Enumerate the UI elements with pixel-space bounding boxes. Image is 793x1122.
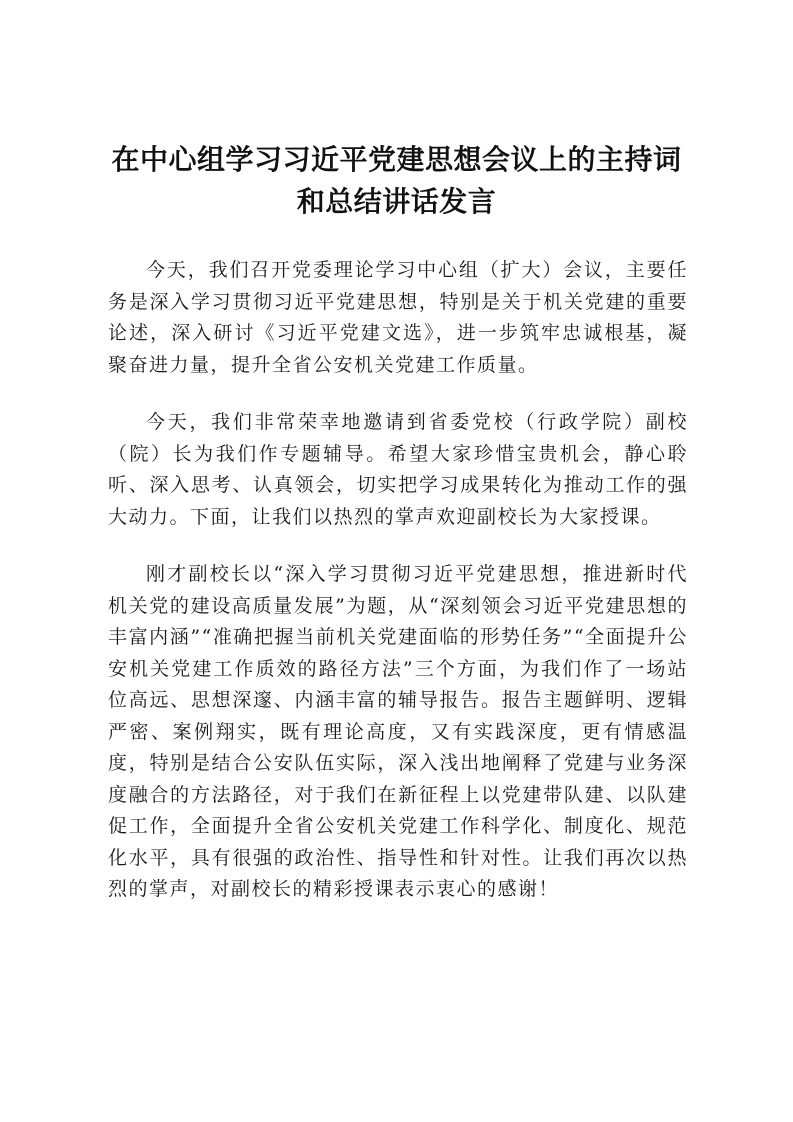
body-paragraph-2: 今天，我们非常荣幸地邀请到省委党校（行政学院）副校（院）长为我们作专题辅导。希望大家珍惜宝贵机会，静心聆听、深入思考、认真领会，切实把学习成果转化为推动工作的强大动力。下面，让我们以热烈的掌声欢迎副校长为大家授课。 bbox=[108, 411, 688, 528]
body-paragraph-3: 刚才副校长以“深入学习贯彻习近平党建思想，推进新时代机关党的建设高质量发展”为题，从“深刻领会习近平党建思想的丰富内涵”“准确把握当前机关党建面临的形势任务”“全面提升公安机关党建工作质效的路径方法”三个方面，为我们作了一场站位高远、思想深邃、内涵丰富的辅导报告。报告主题鲜明、逻辑严密、案例翔实，既有理论高度，又有实践深度，更有情感温度，特别是结合公安队伍实际，深入浅出地阐释了党建与业务深度融合的方法路径，对于我们在新征程上以党建带队建、以队建促工作，全面提升全省公安机关党建工作科学化、制度化、规范化水平，具有很强的政治性、指导性和针对性。让我们再次以热烈的掌声，对副校长的精彩授课表示衷心的感谢！ bbox=[108, 563, 688, 900]
document-body bbox=[108, 255, 688, 932]
document-title-line-2: 和总结讲话发言 bbox=[296, 185, 497, 218]
document-title-line-1: 在中心组学习习近平党建思想会议上的主持词 bbox=[111, 143, 682, 176]
body-paragraph-1: 今天，我们召开党委理论学习中心组（扩大）会议，主要任务是深入学习贯彻习近平党建思想，特别是关于机关党建的重要论述，深入研讨《习近平党建文选》，进一步筑牢忠诚根基，凝聚奋进力量，提升全省公安机关党建工作质量。 bbox=[108, 259, 688, 376]
